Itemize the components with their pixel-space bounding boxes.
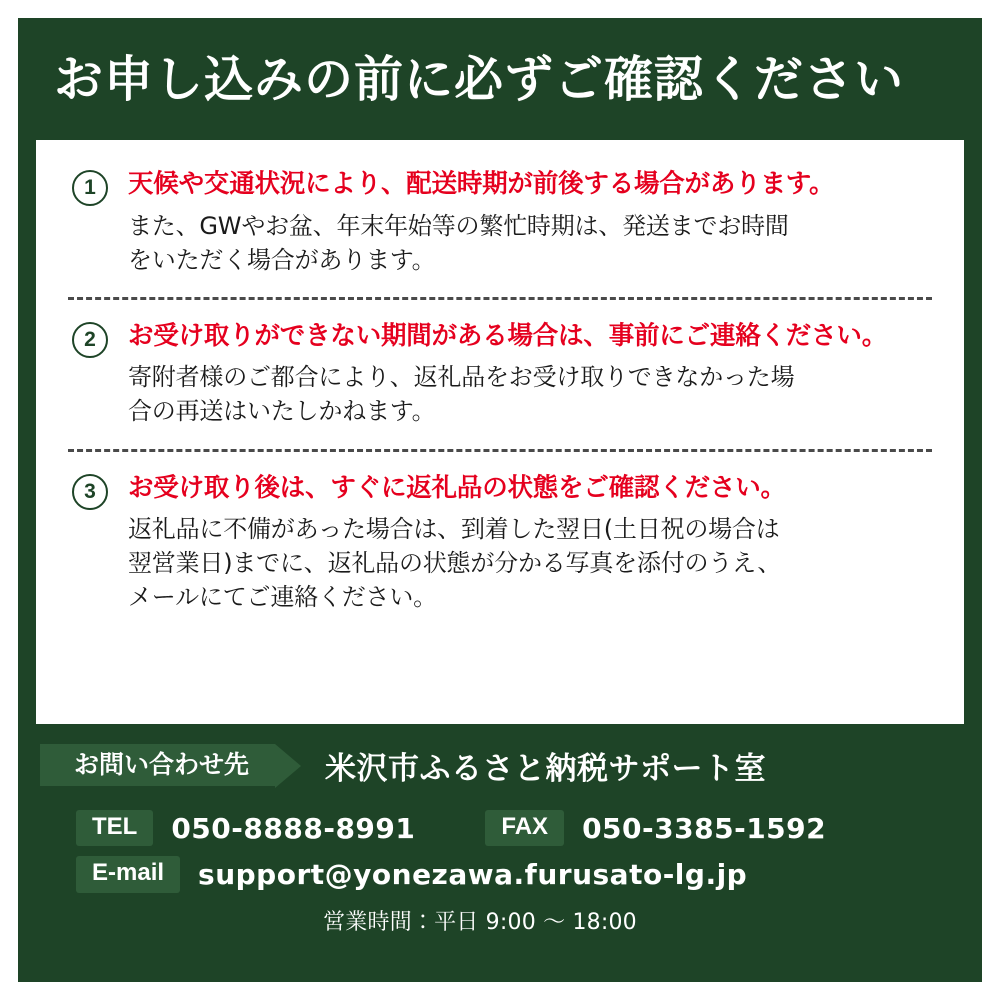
fax-label: FAX: [485, 810, 564, 846]
contact-row-phone: [76, 810, 982, 846]
page-title: お申し込みの前に必ずご確認ください: [54, 50, 905, 108]
contact-details: [18, 810, 982, 893]
tel-label: TEL: [76, 810, 153, 846]
contact-row-email: [76, 856, 982, 892]
note-heading: 天候や交通状況により、配送時期が前後する場合があります。: [128, 169, 835, 199]
note-body-line: 寄附者様のご都合により、返礼品をお受け取りできなかった場: [128, 363, 795, 392]
note-body-line: 合の再送はいたしかねます。: [128, 397, 436, 426]
business-hours: 営業時間：平日 9:00 〜 18:00: [323, 909, 637, 935]
note-body-line: 翌営業日)までに、返礼品の状態が分かる写真を添付のうえ、: [128, 549, 782, 578]
contact-section: [18, 724, 982, 982]
contact-department: 米沢市ふるさと納税サポート室: [325, 750, 767, 787]
dashed-divider: [68, 297, 932, 300]
note-body-line: メールにてご連絡ください。: [128, 583, 437, 612]
note-number-badge: 3: [72, 474, 108, 510]
note-body-line: 返礼品に不備があった場合は、到着した翌日(土日祝の場合は: [128, 515, 780, 544]
note-item-3: [66, 472, 934, 615]
tel-value[interactable]: 050-8888-8991: [171, 811, 416, 845]
dashed-divider: [68, 449, 932, 452]
fax-value: 050-3385-1592: [582, 811, 827, 845]
note-body: [128, 512, 934, 614]
note-body-line: また、GWやお盆、年末年始等の繁忙時期は、発送までお時間: [128, 211, 789, 240]
contact-header: [18, 734, 982, 796]
contact-label-banner: お問い合わせ先: [40, 744, 275, 786]
note-item-2: [66, 320, 934, 429]
note-heading: お受け取り後は、すぐに返礼品の状態をご確認ください。: [128, 472, 786, 503]
notes-card: [36, 140, 964, 724]
note-number-badge: 1: [72, 170, 108, 206]
panel-header: [18, 18, 982, 140]
email-value[interactable]: support@yonezawa.furusato-lg.jp: [198, 858, 748, 892]
notice-panel: [18, 18, 982, 982]
note-item-1: [66, 168, 934, 277]
email-label: E-mail: [76, 856, 180, 892]
note-number-badge: 2: [72, 322, 108, 358]
note-body-line: をいただく場合があります。: [128, 245, 436, 274]
note-body: [128, 360, 934, 428]
note-heading: お受け取りができない期間がある場合は、事前にご連絡ください。: [128, 320, 888, 351]
note-body: [128, 209, 934, 277]
